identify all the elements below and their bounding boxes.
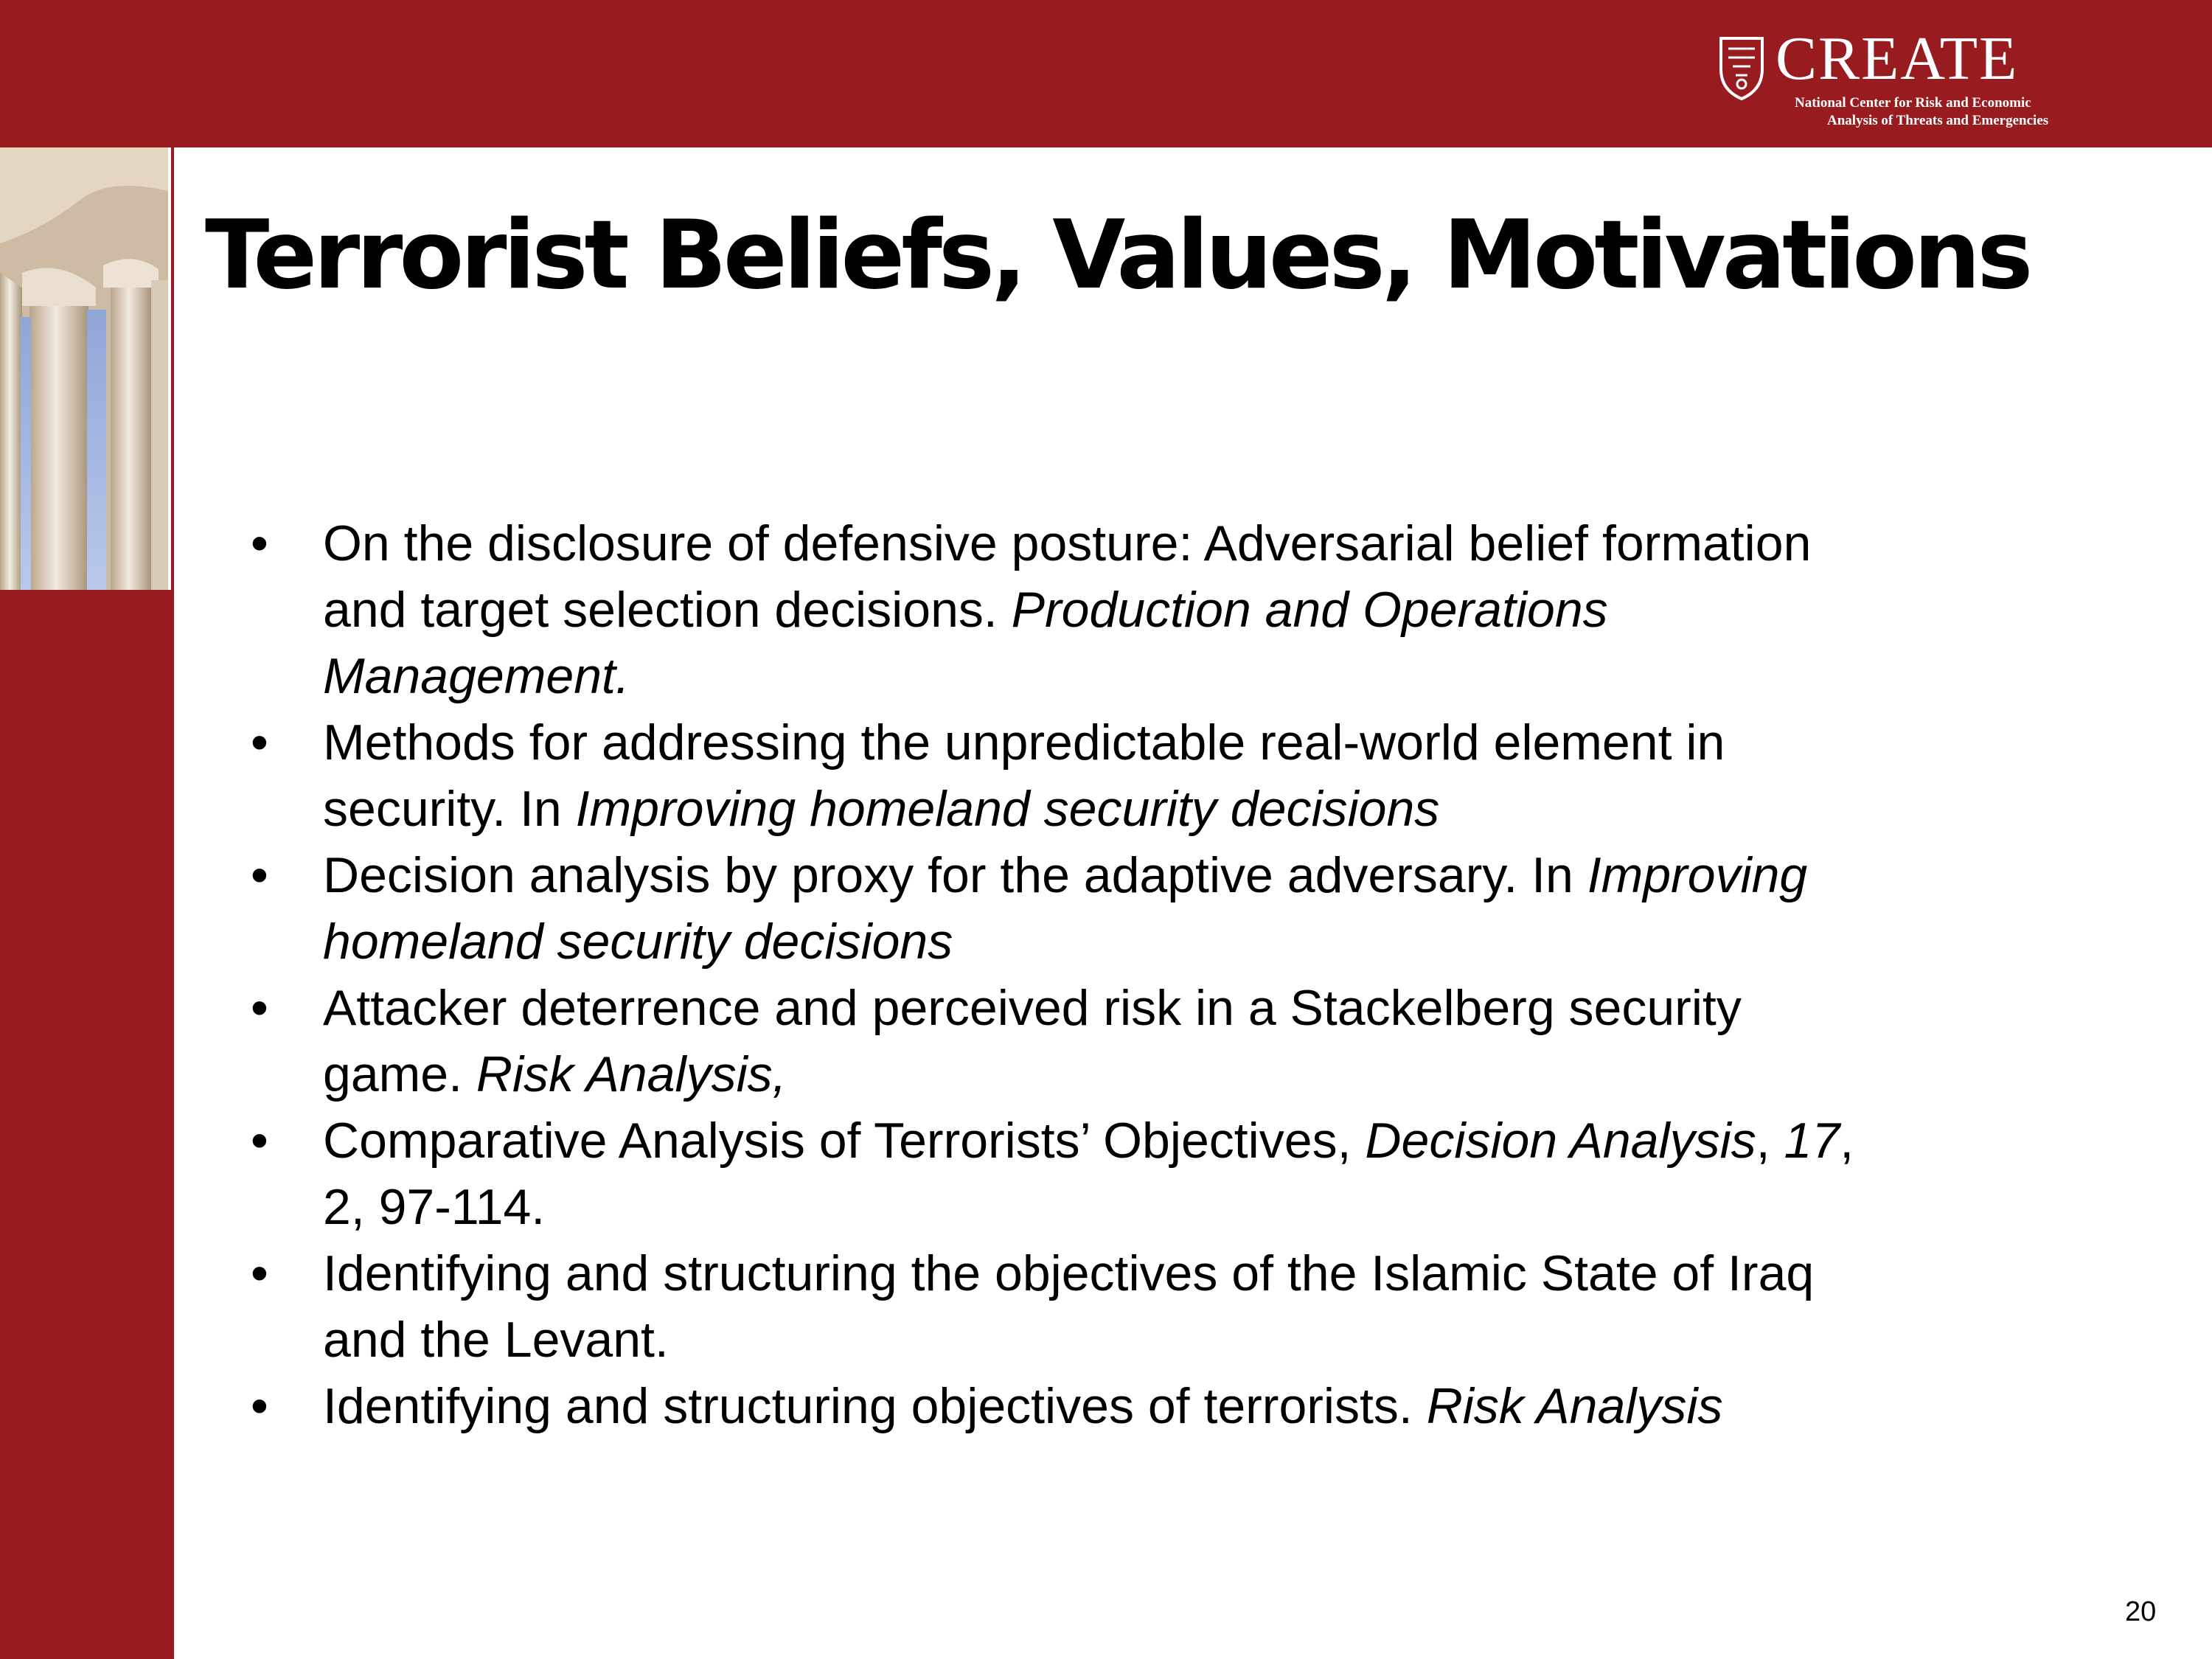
- list-item: [251, 1373, 2065, 1439]
- bullet-line: [323, 1307, 2065, 1373]
- bullet-marker: •: [251, 980, 268, 1036]
- list-item: [251, 709, 2065, 842]
- list-item: [251, 975, 2065, 1107]
- bullet-text-segment: ,: [1840, 1113, 1854, 1169]
- bullet-text-segment: Comparative Analysis of Terrorists’ Objectives,: [323, 1113, 1366, 1169]
- bullet-line: [323, 510, 2065, 577]
- bullet-marker: •: [251, 847, 268, 903]
- bullet-text-segment: Improving homeland security decisions: [575, 781, 1440, 837]
- logo-subtitle-line1: National Center for Risk and Economic: [1795, 95, 2031, 111]
- bullet-text-segment: Production and Operations: [1011, 582, 1608, 638]
- bullet-line: [323, 975, 2065, 1041]
- bullet-text-segment: Identifying and structuring objectives of terrorists.: [323, 1378, 1427, 1434]
- bullet-text-segment: Management.: [323, 648, 630, 704]
- bullet-line: [323, 842, 2065, 908]
- slide-title: Terrorist Beliefs, Values, Motivations: [205, 201, 2030, 310]
- list-item: [251, 1240, 2065, 1373]
- bullet-text-segment: Decision Analysis: [1365, 1113, 1756, 1169]
- bullet-text-segment: and the Levant.: [323, 1312, 669, 1368]
- logo-wordmark: CREATE: [1775, 24, 2019, 93]
- bullet-text-segment: game.: [323, 1046, 476, 1102]
- list-item: [251, 510, 2065, 709]
- bullet-marker: •: [251, 515, 268, 571]
- bullet-text-segment: security. In: [323, 781, 576, 837]
- usc-seal-icon: [1718, 35, 1765, 100]
- bullet-line: [323, 1174, 2065, 1240]
- bullet-text-segment: and target selection decisions.: [323, 582, 1012, 638]
- bullet-line: [323, 643, 2065, 709]
- bullet-text-segment: Identifying and structuring the objectives of the Islamic State of Iraq: [323, 1245, 1815, 1301]
- bullet-text-segment: Attacker deterrence and perceived risk in a Stackelberg security: [323, 980, 1742, 1036]
- create-logo: [1718, 24, 2065, 136]
- bullet-line: [323, 1107, 2065, 1174]
- bullet-text-segment: homeland security decisions: [323, 914, 953, 970]
- bullet-line: [323, 1373, 2065, 1439]
- bullet-list: [251, 510, 2065, 1439]
- list-item: [251, 842, 2065, 975]
- bullet-text-segment: Methods for addressing the unpredictable real-world element in: [323, 714, 1725, 771]
- bullet-line: [323, 908, 2065, 975]
- columns-photo: [0, 147, 171, 590]
- bullet-marker: •: [251, 1245, 268, 1301]
- bullet-text-segment: Risk Analysis: [1426, 1378, 1723, 1434]
- bullet-text-segment: Improving: [1587, 847, 1808, 903]
- bullet-marker: •: [251, 714, 268, 771]
- bullet-marker: •: [251, 1113, 268, 1169]
- page-number: 20: [2125, 1596, 2157, 1627]
- bullet-text-segment: On the disclosure of defensive posture: Adversarial belief formation: [323, 515, 1812, 571]
- bullet-line: [323, 709, 2065, 776]
- bullet-text-segment: 17: [1784, 1113, 1840, 1169]
- bullet-line: [323, 1240, 2065, 1307]
- list-item: [251, 1107, 2065, 1240]
- bullet-line: [323, 577, 2065, 643]
- bullet-line: [323, 776, 2065, 842]
- bullet-text-segment: ,: [1756, 1113, 1784, 1169]
- bullet-text-segment: Decision analysis by proxy for the adaptive adversary. In: [323, 847, 1587, 903]
- bullet-marker: •: [251, 1378, 268, 1434]
- logo-subtitle-line2: Analysis of Threats and Emergencies: [1827, 113, 2049, 128]
- bullet-line: [323, 1041, 2065, 1107]
- bullet-text-segment: Risk Analysis,: [476, 1046, 787, 1102]
- bullet-text-segment: 2, 97-114.: [323, 1179, 546, 1235]
